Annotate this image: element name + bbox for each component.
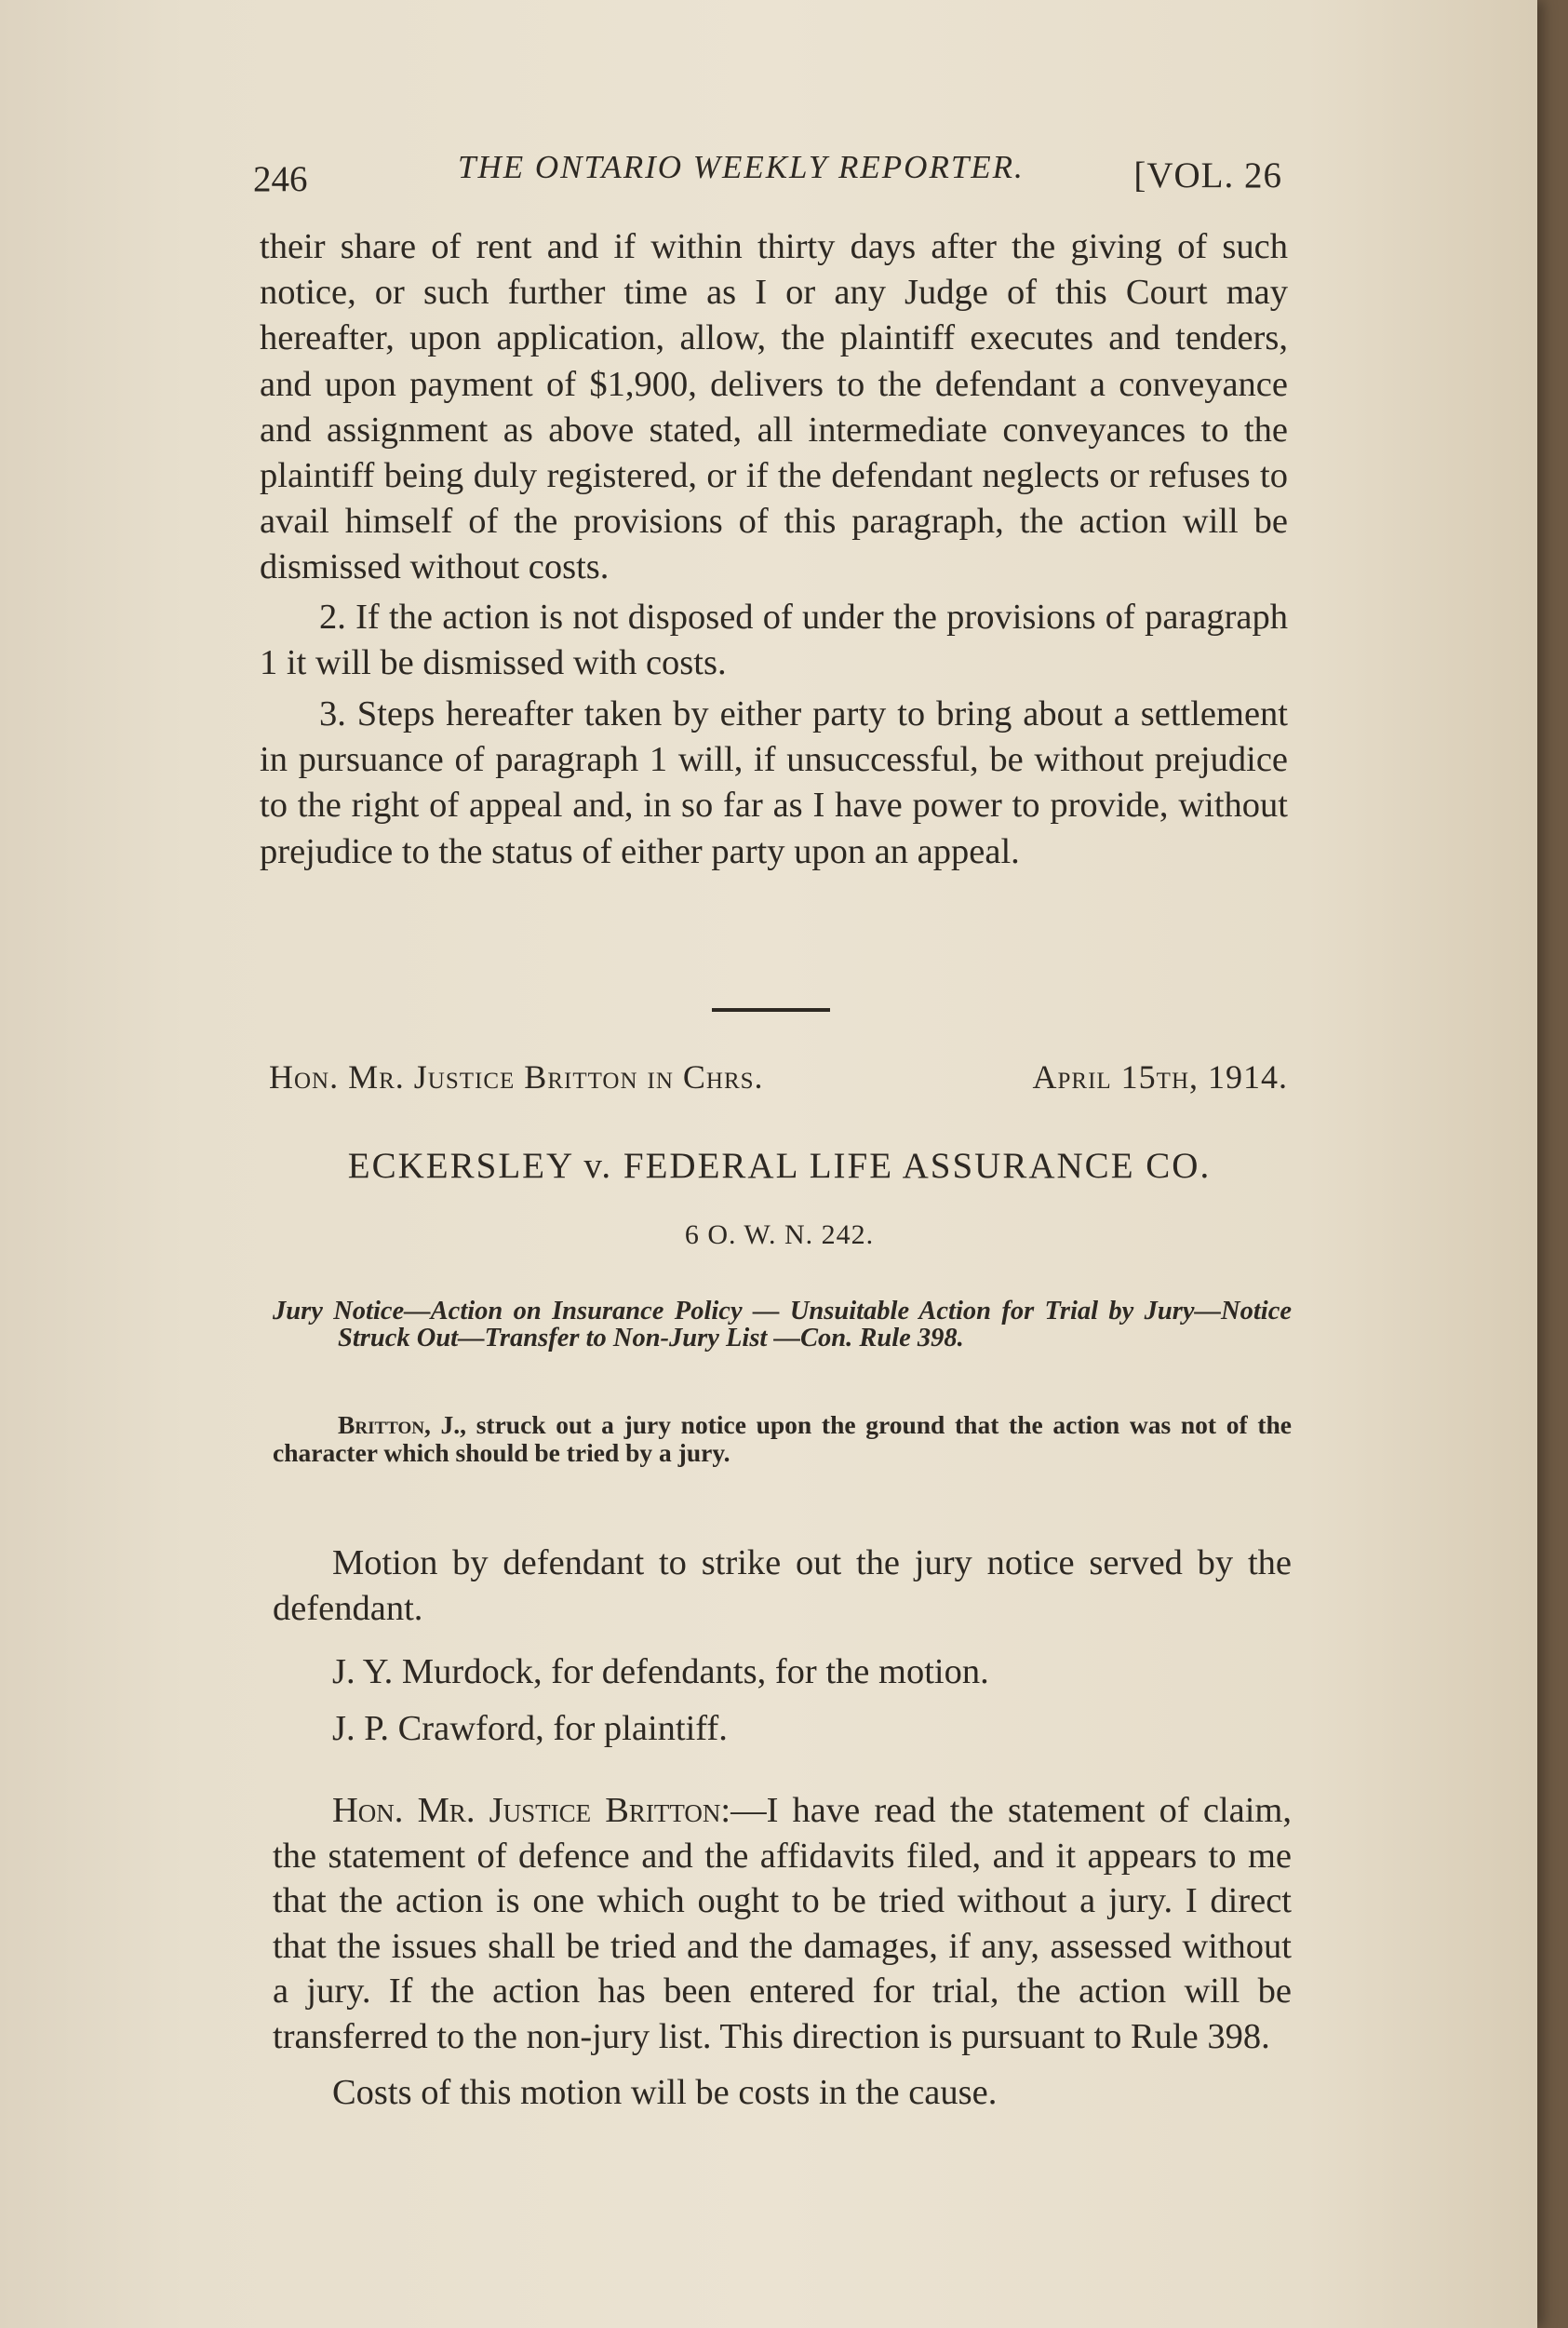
decision-date: April 15th, 1914.: [1032, 1058, 1288, 1096]
running-head: [253, 149, 1282, 205]
judgment-paragraph: [273, 1788, 1292, 2059]
page-number: 246: [253, 159, 308, 199]
paragraph-3: 3. Steps hereafter taken by either party to bring about a settlement in pursuance of paragraph 1 will, if unsuccessful, be without prejudice to the right of appeal and, in so far as I have power to provide, without prejudice to the status of either party upon an appeal.: [260, 694, 1288, 871]
court-line: [269, 1057, 1288, 1097]
case-title: ECKERSLEY v. FEDERAL LIFE ASSURANCE CO.: [347, 1146, 1212, 1186]
running-title: THE ONTARIO WEEKLY REPORTER.: [458, 149, 1025, 185]
section-divider: [712, 1008, 830, 1012]
holding-judge: Britton, J.,: [338, 1410, 467, 1439]
counsel-plaintiff: J. P. Crawford, for plaintiff.: [332, 1708, 728, 1748]
headnote-text: Jury Notice—Action on Insurance Policy — Unsuitable Action for Trial by Jury—Notice Struck Out—Transfer to Non-Jury List —Con. Rule 398.: [273, 1297, 1292, 1352]
paragraph-2: 2. If the action is not disposed of under the provisions of paragraph 1 it will be dismissed with costs.: [260, 597, 1288, 682]
judgment-text: :—I have read the statement of claim, the statement of defence and the affidavits filed, and it appears to me that the action is one which ought to be tried without a jury. I direct that the issues shall be tried and the damages, if any, assessed without a jury. If the action has been entered for trial, the action will be transferred to the non-jury list. This direction is pursuant to Rule 398.: [273, 1791, 1292, 2056]
continuation-text: [260, 224, 1288, 875]
costs-text: Costs of this motion will be costs in the cause.: [332, 2073, 998, 2112]
counsel-defendants: J. Y. Murdock, for defendants, for the motion.: [332, 1652, 989, 1691]
motion-text: Motion by defendant to strike out the jury notice served by the defendant.: [273, 1543, 1292, 1628]
headnote: [273, 1298, 1292, 1352]
holding-text: struck out a jury notice upon the ground that the action was not of the character which should be tried by a jury.: [273, 1410, 1293, 1467]
continuation-paragraph: their share of rent and if within thirty days after the giving of such notice, or such further time as I or any Judge of this Court may hereafter, upon application, allow, the plaintiff executes and tenders, and upon payment of $1,900, delivers to the defendant a conveyance and assignment as above stated, all intermediate conveyances to the plaintiff being duly registered, or if the defendant neglects or refuses to avail himself of the provisions of this paragraph, the action will be dismissed without costs.: [260, 227, 1288, 587]
judgment-speaker: Hon. Mr. Justice Britton: [332, 1791, 721, 1830]
judgment-section: [273, 1788, 1292, 2116]
motion-section: [273, 1541, 1292, 1751]
judge-chambers: Hon. Mr. Justice Britton in Chrs.: [269, 1058, 764, 1096]
holding-summary: [273, 1411, 1292, 1467]
volume-label: [VOL. 26: [1133, 155, 1282, 195]
case-citation: 6 O. W. N. 242.: [684, 1219, 875, 1250]
